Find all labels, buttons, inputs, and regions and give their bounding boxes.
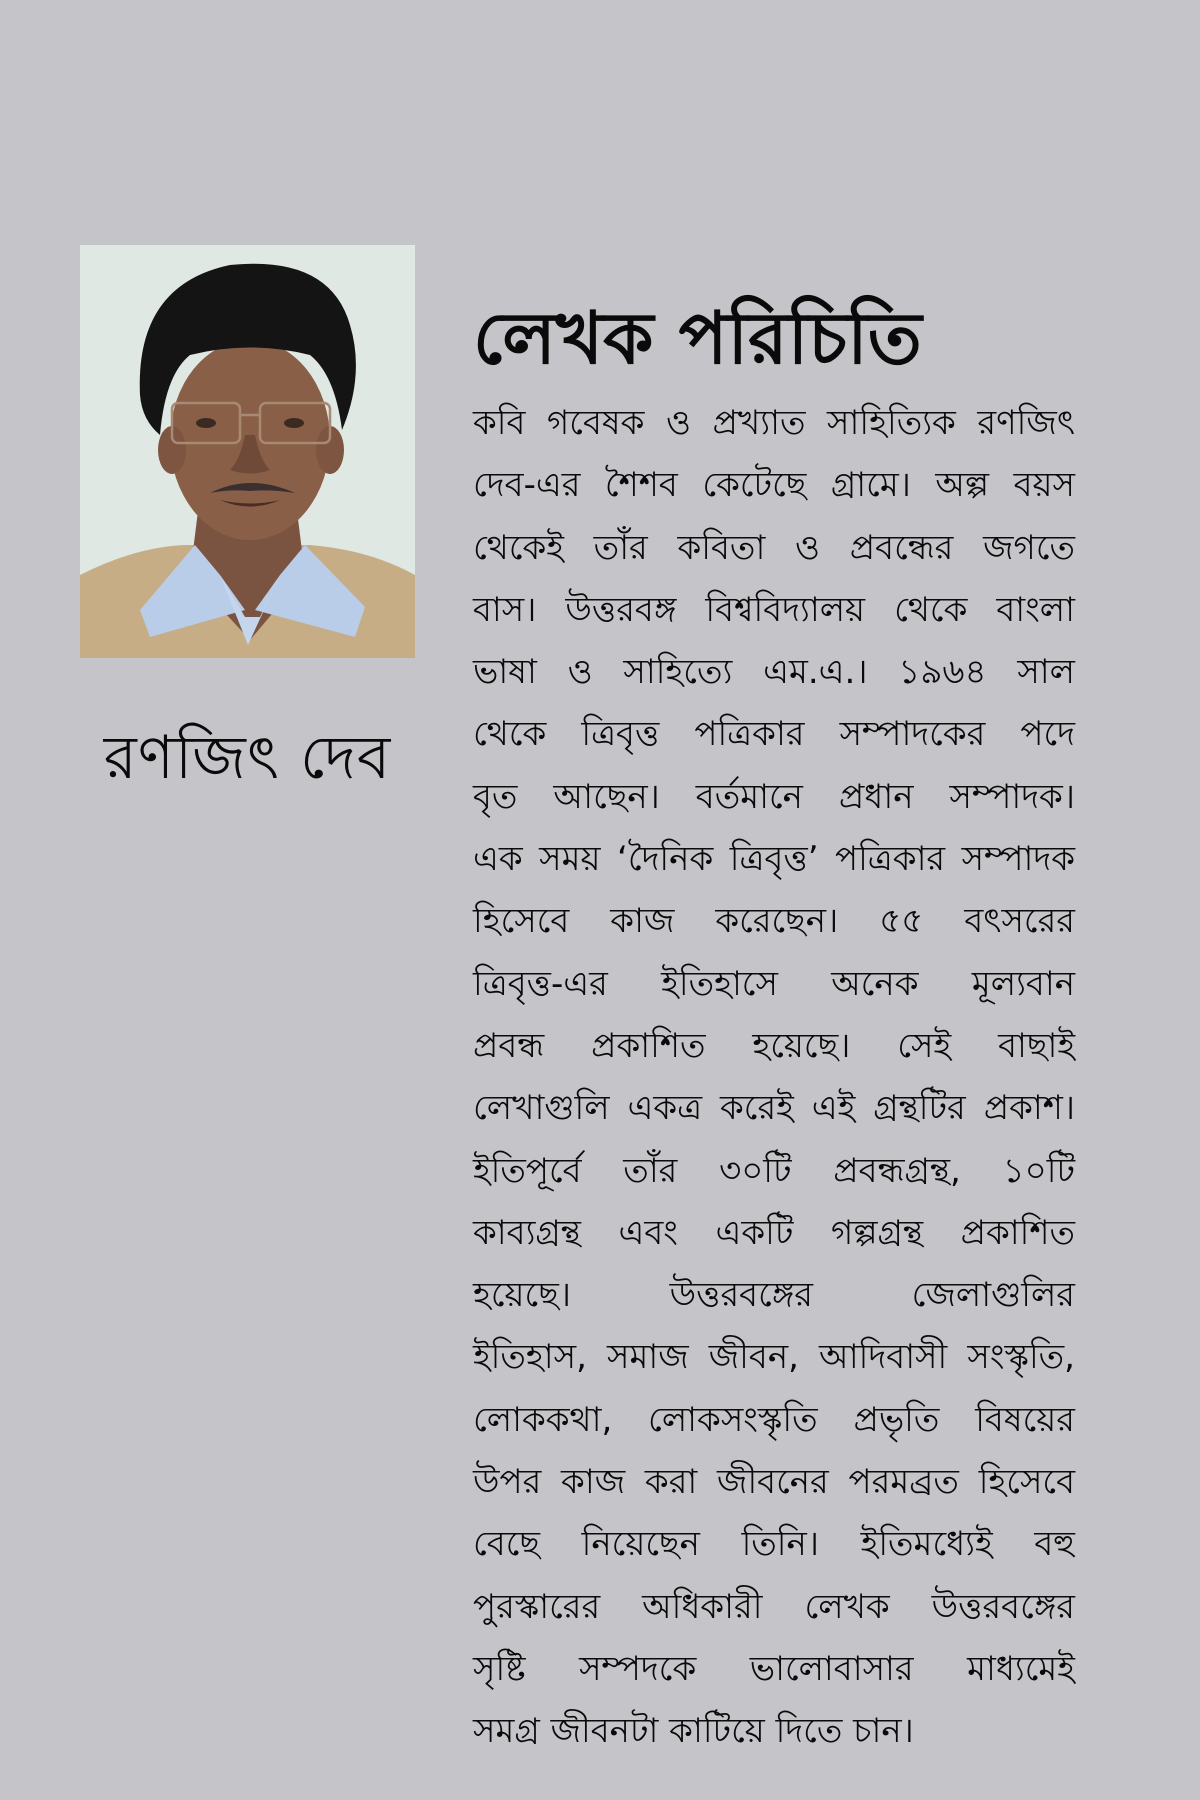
author-bio <box>473 290 1075 1763</box>
bio-line: ত্রিবৃত্ত-এর ইতিহাসে অনেক মূল্যবান <box>473 963 1075 1004</box>
bio-line: প্রবন্ধ প্রকাশিত হয়েছে। সেই বাছাই <box>473 1025 1075 1066</box>
bio-title: লেখক পরিচিতি <box>473 296 922 380</box>
bio-line: কাব্যগ্রন্থ এবং একটি গল্পগ্রন্থ প্রকাশিত <box>473 1212 1075 1253</box>
bio-line: উপর কাজ করা জীবনের পরমব্রত হিসেবে <box>473 1462 1075 1503</box>
bio-line: দেব-এর শৈশব কেটেছে গ্রামে। অল্প বয়স <box>473 465 1075 506</box>
bio-line: বাস। উত্তরবঙ্গ বিশ্ববিদ্যালয় থেকে বাংলা <box>473 589 1075 630</box>
bio-line: বেছে নিয়েছেন তিনি। ইতিমধ্যেই বহু <box>473 1524 1075 1565</box>
bio-line: ইতিহাস, সমাজ জীবন, আদিবাসী সংস্কৃতি, <box>473 1337 1075 1378</box>
author-name: রণজিৎ দেব <box>103 723 392 793</box>
bio-line: হয়েছে। উত্তরবঙ্গের জেলাগুলির <box>473 1275 1075 1316</box>
bio-text <box>473 392 1075 1763</box>
bio-line: লেখাগুলি একত্র করেই এই গ্রন্থটির প্রকাশ। <box>473 1088 1075 1129</box>
bio-line: ইতিপূর্বে তাঁর ৩০টি প্রবন্ধগ্রন্থ, ১০টি <box>473 1150 1075 1191</box>
author-portrait-image <box>80 245 415 658</box>
bio-line: থেকে ত্রিবৃত্ত পত্রিকার সম্পাদকের পদে <box>473 714 1075 755</box>
bio-line: পুরস্কারের অধিকারী লেখক উত্তরবঙ্গের <box>473 1586 1075 1627</box>
bio-line: হিসেবে কাজ করেছেন। ৫৫ বৎসরের <box>473 901 1075 942</box>
bio-line: সৃষ্টি সম্পদকে ভালোবাসার মাধ্যমেই <box>473 1648 1075 1689</box>
author-photo <box>80 245 415 658</box>
bio-line: বৃত আছেন। বর্তমানে প্রধান সম্পাদক। <box>473 776 1075 817</box>
bio-line: সমগ্র জীবনটা কাটিয়ে দিতে চান। <box>473 1711 914 1752</box>
bio-line: থেকেই তাঁর কবিতা ও প্রবন্ধের জগতে <box>473 527 1075 568</box>
bio-line: লোককথা, লোকসংস্কৃতি প্রভৃতি বিষয়ের <box>473 1399 1075 1440</box>
bio-line: এক সময় ‘দৈনিক ত্রিবৃত্ত’ পত্রিকার সম্পাদক <box>473 839 1075 880</box>
bio-line: ভাষা ও সাহিত্যে এম.এ.। ১৯৬৪ সাল <box>473 652 1075 693</box>
bio-line: কবি গবেষক ও প্রখ্যাত সাহিত্যিক রণজিৎ <box>473 403 1075 443</box>
